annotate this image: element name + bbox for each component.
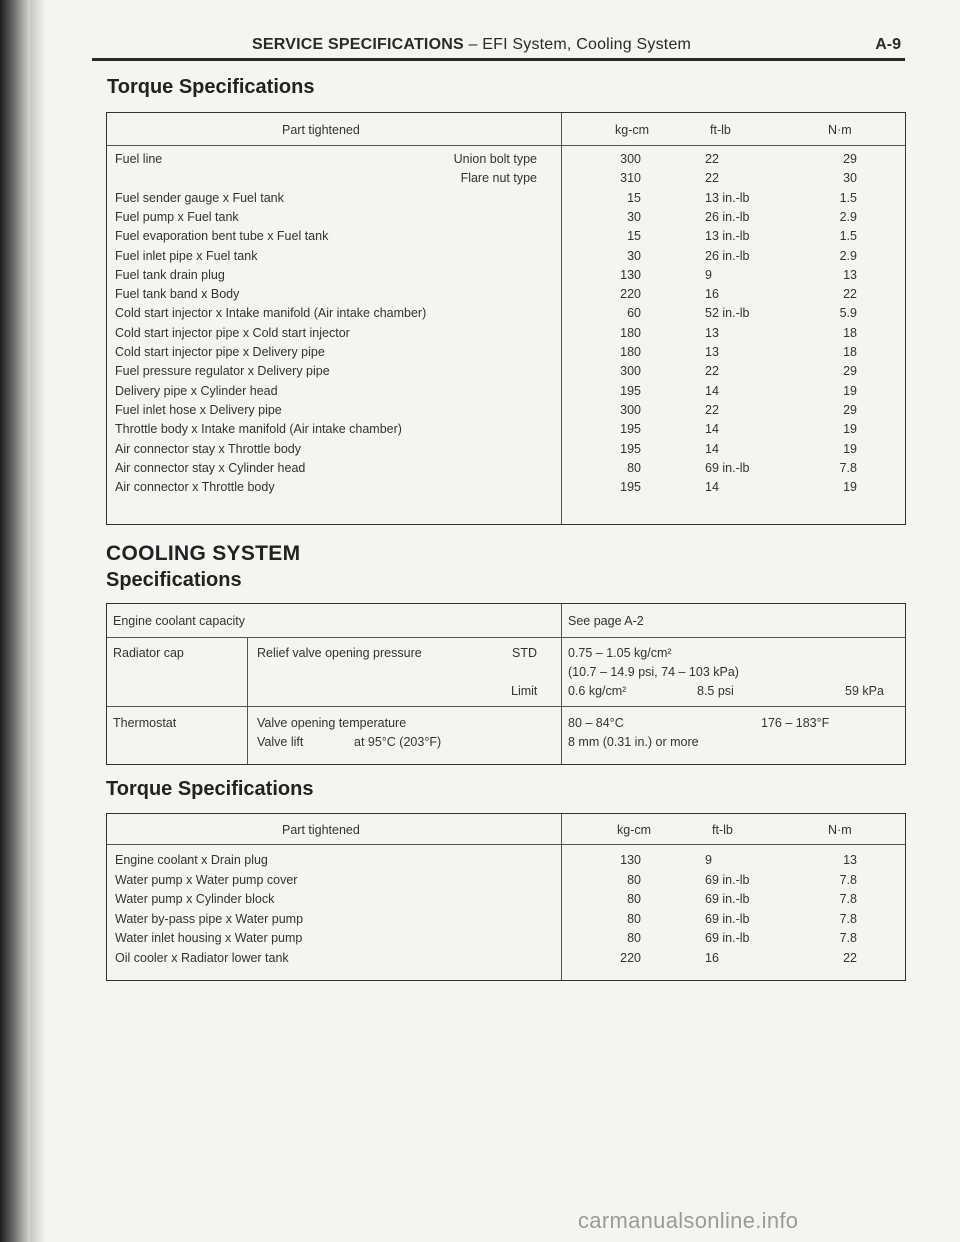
nm-cell: 7.8 <box>839 892 857 906</box>
kgcm-cell: 300 <box>620 364 641 379</box>
specifications-heading: Specifications <box>106 569 242 591</box>
nm-cell: 13 <box>843 853 857 867</box>
kgcm-cell: 195 <box>620 422 641 437</box>
part-tightened-cell: Throttle body x Intake manifold (Air intake chamber) <box>115 422 402 437</box>
nm-cell: 22 <box>843 287 857 302</box>
nm-cell: 19 <box>843 422 857 437</box>
nm-cell: 30 <box>843 171 857 186</box>
thermostat-label: Thermostat <box>113 716 177 730</box>
watermark-text: carmanualsonline.info <box>578 1208 799 1233</box>
valve-lift-label: Valve lift <box>257 735 304 749</box>
column-divider <box>561 113 562 524</box>
page-header <box>92 34 905 61</box>
col-nm: N·m <box>828 823 852 837</box>
kgcm-cell: 195 <box>620 441 641 456</box>
torque-heading-2: Torque Specifications <box>106 778 314 800</box>
column-divider <box>561 814 562 980</box>
kgcm-cell: 30 <box>627 209 641 224</box>
label-divider <box>247 637 248 764</box>
ftlb-cell: 9 <box>705 267 712 282</box>
part-tightened-cell: Fuel tank drain plug <box>115 267 225 282</box>
nm-cell: 22 <box>843 950 857 965</box>
nm-cell: 19 <box>843 441 857 456</box>
part-tightened-cell: Cold start injector pipe x Delivery pipe <box>115 345 325 359</box>
ftlb-cell: 69 in.-lb <box>705 931 750 945</box>
kgcm-cell: 80 <box>627 931 641 945</box>
kgcm-cell: 30 <box>627 248 641 263</box>
part-tightened-cell: Air connector x Throttle body <box>115 480 275 495</box>
col-kgcm: kg-cm <box>615 123 650 137</box>
kgcm-cell: 300 <box>620 152 641 166</box>
kgcm-cell: 180 <box>620 325 641 340</box>
part-variant-cell: Flare nut type <box>460 171 537 186</box>
part-tightened-cell: Water pump x Water pump cover <box>115 872 298 887</box>
part-tightened-cell: Fuel inlet hose x Delivery pipe <box>115 402 282 417</box>
part-tightened-cell: Air connector stay x Throttle body <box>115 441 301 456</box>
ftlb-cell: 14 <box>705 480 719 495</box>
torque-table-2 <box>106 813 906 981</box>
ftlb-cell: 69 in.-lb <box>705 460 750 475</box>
col-ftlb: ft-lb <box>712 823 733 837</box>
nm-cell: 29 <box>843 402 857 417</box>
part-tightened-cell: Fuel evaporation bent tube x Fuel tank <box>115 229 329 244</box>
nm-cell: 29 <box>843 152 857 166</box>
ftlb-cell: 14 <box>705 422 719 437</box>
kgcm-cell: 220 <box>620 950 641 965</box>
radiator-limit-psi: 8.5 psi <box>697 684 734 698</box>
ftlb-cell: 26 in.-lb <box>705 209 750 224</box>
kgcm-cell: 300 <box>620 402 641 417</box>
part-tightened-cell: Cold start injector pipe x Cold start injector <box>115 325 350 340</box>
ftlb-cell: 22 <box>705 171 719 186</box>
ftlb-cell: 14 <box>705 383 719 398</box>
ftlb-cell: 26 in.-lb <box>705 248 750 263</box>
radiator-limit-kg: 0.6 kg/cm² <box>568 684 627 698</box>
header-divider <box>107 145 905 146</box>
nm-cell: 19 <box>843 480 857 495</box>
kgcm-cell: 310 <box>620 171 641 186</box>
nm-cell: 19 <box>843 383 857 398</box>
nm-cell: 2.9 <box>839 209 857 224</box>
part-tightened-cell: Fuel pressure regulator x Delivery pipe <box>115 364 330 379</box>
col-nm: N·m <box>828 123 852 137</box>
nm-cell: 13 <box>843 267 857 282</box>
part-tightened-cell: Fuel pump x Fuel tank <box>115 209 239 224</box>
row-divider <box>107 637 905 638</box>
torque-heading-1: Torque Specifications <box>107 76 315 98</box>
kgcm-cell: 80 <box>627 872 641 887</box>
kgcm-cell: 15 <box>627 229 641 244</box>
ftlb-cell: 22 <box>705 364 719 379</box>
part-variant-cell: Union bolt type <box>453 152 537 166</box>
nm-cell: 1.5 <box>839 229 857 244</box>
radiator-cap-label: Radiator cap <box>113 646 184 660</box>
kgcm-cell: 80 <box>627 892 641 906</box>
col-part-tightened: Part tightened <box>282 123 360 137</box>
nm-cell: 2.9 <box>839 248 857 263</box>
radiator-limit-kpa: 59 kPa <box>845 684 884 698</box>
col-ftlb: ft-lb <box>710 123 731 137</box>
ftlb-cell: 22 <box>705 402 719 417</box>
ftlb-cell: 13 <box>705 345 719 359</box>
nm-cell: 7.8 <box>839 460 857 475</box>
ftlb-cell: 22 <box>705 152 719 166</box>
engine-coolant-capacity-value: See page A-2 <box>568 614 644 628</box>
nm-cell: 29 <box>843 364 857 379</box>
ftlb-cell: 16 <box>705 950 719 965</box>
kgcm-cell: 130 <box>620 853 641 867</box>
limit-label: Limit <box>511 684 538 698</box>
kgcm-cell: 15 <box>627 190 641 205</box>
ftlb-cell: 13 in.-lb <box>705 190 750 205</box>
valve-opening-temp-f: 176 – 183°F <box>761 716 830 730</box>
part-tightened-cell: Engine coolant x Drain plug <box>115 853 268 867</box>
valve-lift-value: 8 mm (0.31 in.) or more <box>568 735 699 749</box>
ftlb-cell: 52 in.-lb <box>705 306 750 321</box>
header-divider <box>107 844 905 845</box>
part-tightened-cell: Cold start injector x Intake manifold (Air intake chamber) <box>115 306 427 321</box>
col-kgcm: kg-cm <box>617 823 652 837</box>
header-title-bold: SERVICE SPECIFICATIONS <box>252 36 464 53</box>
radiator-std-value: 0.75 – 1.05 kg/cm² <box>568 646 672 660</box>
ftlb-cell: 13 in.-lb <box>705 229 750 244</box>
kgcm-cell: 130 <box>620 267 641 282</box>
cooling-system-heading: COOLING SYSTEM <box>106 542 301 565</box>
ftlb-cell: 69 in.-lb <box>705 911 750 926</box>
part-tightened-cell: Water by-pass pipe x Water pump <box>115 911 304 926</box>
part-tightened-cell: Fuel line <box>115 152 163 166</box>
ftlb-cell: 69 in.-lb <box>705 892 750 906</box>
nm-cell: 18 <box>843 325 857 340</box>
kgcm-cell: 195 <box>620 480 641 495</box>
radiator-std-value-alt: (10.7 – 14.9 psi, 74 – 103 kPa) <box>568 665 739 679</box>
header-title <box>252 36 691 54</box>
book-binding-edge <box>0 0 30 1242</box>
kgcm-cell: 180 <box>620 345 641 359</box>
ftlb-cell: 13 <box>705 325 719 340</box>
kgcm-cell: 60 <box>627 306 641 321</box>
part-tightened-cell: Fuel inlet pipe x Fuel tank <box>115 248 258 263</box>
nm-cell: 7.8 <box>839 872 857 887</box>
part-tightened-cell: Oil cooler x Radiator lower tank <box>115 950 289 965</box>
col-part-tightened: Part tightened <box>282 823 360 837</box>
page-number: A-9 <box>875 36 901 53</box>
kgcm-cell: 80 <box>627 911 641 926</box>
ftlb-cell: 16 <box>705 287 719 302</box>
ftlb-cell: 14 <box>705 441 719 456</box>
cooling-spec-table <box>106 603 906 765</box>
part-tightened-cell: Water inlet housing x Water pump <box>115 931 303 945</box>
part-tightened-cell: Fuel sender gauge x Fuel tank <box>115 190 284 205</box>
valve-opening-temp-c: 80 – 84°C <box>568 716 624 730</box>
kgcm-cell: 80 <box>627 460 641 475</box>
std-label: STD <box>512 646 537 660</box>
part-tightened-cell: Delivery pipe x Cylinder head <box>115 383 278 398</box>
header-title-rest: – EFI System, Cooling System <box>463 36 692 53</box>
column-divider <box>561 604 562 764</box>
kgcm-cell: 220 <box>620 287 641 302</box>
nm-cell: 5.9 <box>839 306 857 321</box>
page-gutter <box>30 0 44 1242</box>
ftlb-cell: 9 <box>705 853 712 867</box>
part-tightened-cell: Water pump x Cylinder block <box>115 892 275 906</box>
part-tightened-cell: Air connector stay x Cylinder head <box>115 460 306 475</box>
engine-coolant-capacity-label: Engine coolant capacity <box>113 614 246 628</box>
nm-cell: 7.8 <box>839 911 857 926</box>
valve-lift-condition: at 95°C (203°F) <box>354 735 442 749</box>
row-divider <box>107 706 905 707</box>
torque-table-1 <box>106 112 906 525</box>
part-tightened-cell: Fuel tank band x Body <box>115 287 240 302</box>
nm-cell: 7.8 <box>839 931 857 945</box>
valve-opening-temp-label: Valve opening temperature <box>257 716 407 730</box>
ftlb-cell: 69 in.-lb <box>705 872 750 887</box>
relief-valve-label: Relief valve opening pressure <box>257 646 422 660</box>
nm-cell: 1.5 <box>839 190 857 205</box>
kgcm-cell: 195 <box>620 383 641 398</box>
nm-cell: 18 <box>843 345 857 359</box>
